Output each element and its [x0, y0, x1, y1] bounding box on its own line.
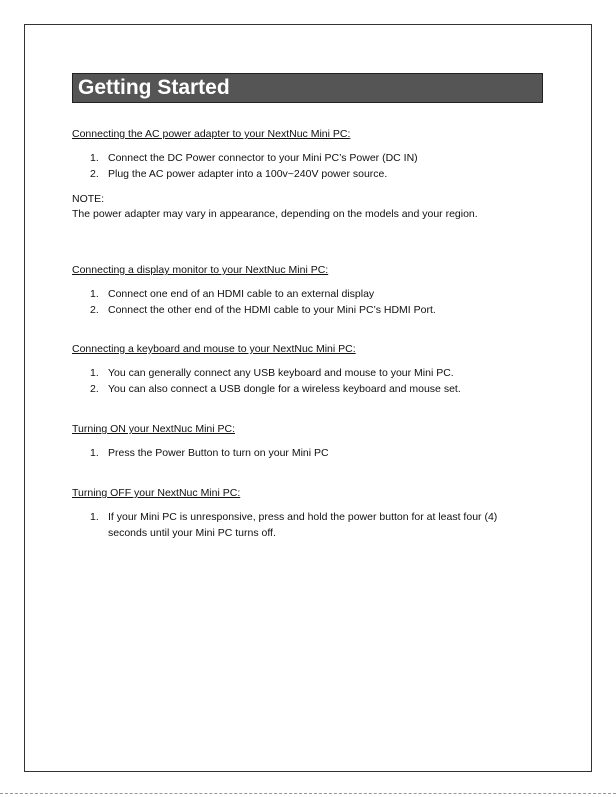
list-item-text: Plug the AC power adapter into a 100v~240V power source. — [108, 168, 388, 180]
list-item-continuation: seconds until your Mini PC turns off. — [108, 527, 276, 539]
list-number: 2. — [90, 383, 99, 395]
list-number: 1. — [90, 288, 99, 300]
list-number: 2. — [90, 304, 99, 316]
list-item — [90, 510, 497, 524]
section-heading-keyboard-mouse: Connecting a keyboard and mouse to your NextNuc Mini PC: — [72, 343, 356, 355]
section-heading-ac-power: Connecting the AC power adapter to your NextNuc Mini PC: — [72, 128, 351, 140]
list-item — [90, 303, 436, 317]
list-item — [90, 446, 329, 460]
list-item-text: You can generally connect any USB keyboard and mouse to your Mini PC. — [108, 367, 454, 379]
list-number: 1. — [90, 511, 99, 523]
list-item — [90, 366, 454, 380]
list-item-text: Connect one end of an HDMI cable to an external display — [108, 288, 375, 300]
list-item-text: Connect the DC Power connector to your Mini PC’s Power (DC IN) — [108, 152, 418, 164]
list-item-text: Connect the other end of the HDMI cable to your Mini PC’s HDMI Port. — [108, 304, 436, 316]
list-item-text: If your Mini PC is unresponsive, press and hold the power button for at least four (4) — [108, 511, 498, 523]
list-number: 1. — [90, 447, 99, 459]
list-item — [90, 167, 387, 181]
list-number: 2. — [90, 168, 99, 180]
list-item — [90, 382, 461, 396]
note-label: NOTE: — [72, 193, 105, 205]
note-text: The power adapter may vary in appearance, depending on the models and your region. — [72, 208, 478, 220]
list-number: 1. — [90, 367, 99, 379]
page-title: Getting Started — [78, 76, 230, 99]
section-heading-turning-on: Turning ON your NextNuc Mini PC: — [72, 423, 235, 435]
list-number: 1. — [90, 152, 99, 164]
page-bottom-rule — [0, 793, 616, 794]
list-item — [90, 151, 418, 165]
title-bar — [72, 73, 543, 103]
section-heading-display: Connecting a display monitor to your NextNuc Mini PC: — [72, 264, 329, 276]
list-item-text: You can also connect a USB dongle for a wireless keyboard and mouse set. — [108, 383, 461, 395]
section-heading-turning-off: Turning OFF your NextNuc Mini PC: — [72, 487, 241, 499]
list-item — [90, 287, 374, 301]
list-item-text: Press the Power Button to turn on your Mini PC — [108, 447, 329, 459]
